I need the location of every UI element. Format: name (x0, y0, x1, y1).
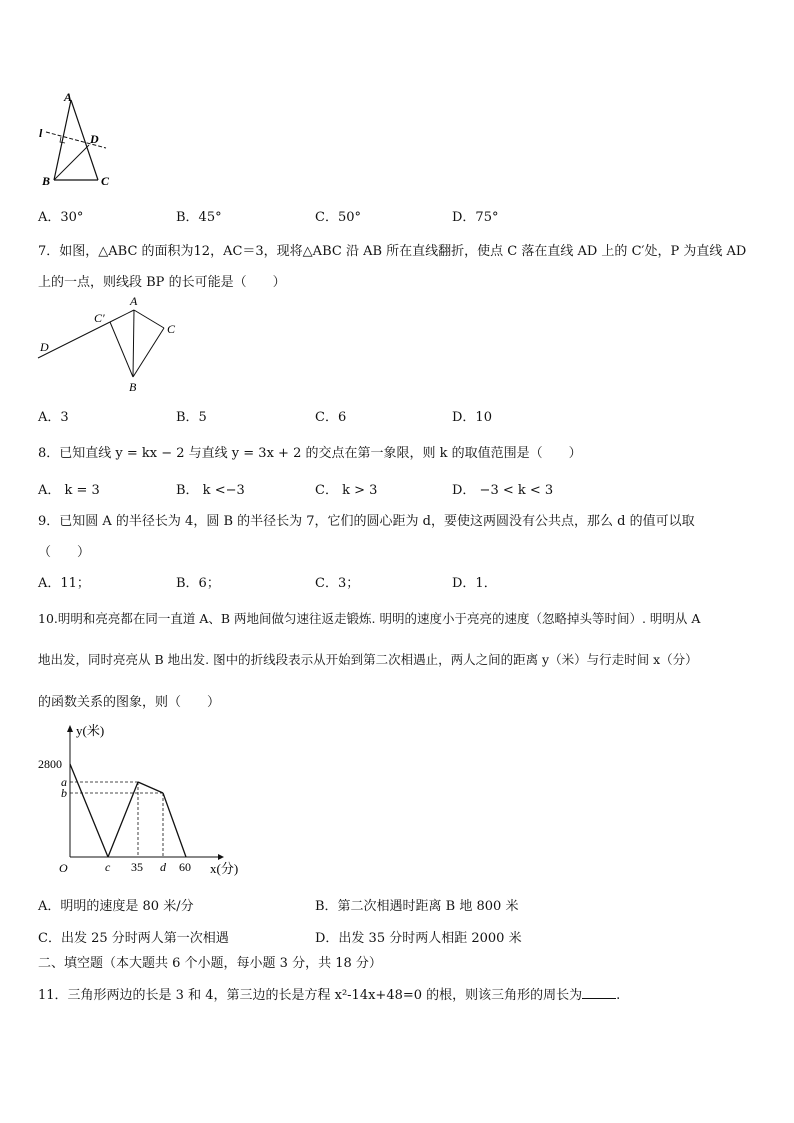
q11-text: 11．三角形两边的长是 3 和 4，第三边的长是方程 x²-14x+48=0 的根，则该三角形的周长为 (38, 988, 583, 1003)
q10-text-line3: 的函数关系的图象，则（ ） (38, 695, 221, 710)
q10-distance-time-graph (30, 720, 260, 880)
q7-option-b[interactable]: B．5 (176, 410, 207, 425)
label-A: A (130, 294, 138, 308)
y-tick-label: a (61, 775, 67, 789)
q9-option-d[interactable]: D．1． (452, 576, 497, 591)
q10-option-d[interactable]: D．出发 35 分时两人相距 2000 米 (315, 931, 522, 946)
x-tick-label: 60 (179, 860, 191, 874)
y-tick-label: b (61, 786, 67, 800)
x-axis-arrow (218, 854, 224, 860)
q9-text-line1: 9．已知圆 A 的半径长为 4，圆 B 的半径长为 7，它们的圆心距为 d，要使这两圆没有公共点，那么 d 的值可以取 (38, 514, 695, 529)
y-tick-label: 2800 (38, 757, 62, 771)
q9-option-a[interactable]: A．11； (38, 576, 90, 591)
q7-text-line2: 上的一点，则线段 BP 的长可能是（ ） (38, 275, 286, 290)
answer-blank[interactable] (582, 986, 616, 999)
x-tick-label: c (105, 860, 111, 874)
q9-text-line2: （ ） (38, 545, 91, 560)
x-tick-label: O (59, 861, 68, 875)
q9-option-c[interactable]: C．3； (315, 576, 360, 591)
q7-option-c[interactable]: C．6 (315, 410, 347, 425)
graph-segment (163, 793, 186, 857)
y-axis-label: y(米) (76, 723, 105, 738)
label-C: C (167, 322, 176, 336)
label-C-prime: C′ (94, 311, 105, 325)
q7-option-d[interactable]: D．10 (452, 410, 492, 425)
graph-segment (70, 764, 108, 857)
q9-option-b[interactable]: B．6； (176, 576, 220, 591)
q7-option-a[interactable]: A．3 (38, 410, 69, 425)
q11-line (38, 984, 620, 1003)
q7-text-line1: 7．如图，△ABC 的面积为12，AC＝3，现将△ABC 沿 AB 所在直线翻折，使点 C 落在直线 AD 上的 C′处，P 为直线 AD (38, 244, 747, 259)
q10-text-line2: 地出发，同时亮亮从 B 地出发. 图中的折线段表示从开始到第二次相遇止，两人之间的距离 y（米）与行走时间 x（分） (38, 652, 698, 667)
q10-option-c[interactable]: C．出发 25 分时两人第一次相遇 (38, 931, 229, 946)
q8-option-c[interactable]: C． k > 3 (315, 483, 378, 498)
y-axis-arrow (67, 725, 73, 732)
q6-option-a[interactable]: A．30° (38, 210, 84, 225)
x-tick-label: 35 (131, 860, 143, 874)
label-l: l (39, 126, 43, 140)
q7-fold-figure (34, 292, 194, 396)
label-D: D (90, 132, 99, 146)
q10-text-line1: 10.明明和亮亮都在同一直道 A、B 两地间做匀速往返走锻炼. 明明的速度小于亮亮的速度（忽略掉头等时间）. 明明从 A (38, 611, 701, 626)
label-B: B (42, 174, 51, 188)
x-axis-label: x(分) (210, 861, 239, 876)
q6-triangle-figure (36, 88, 116, 188)
section-heading: 二、填空题（本大题共 6 个小题，每小题 3 分，共 18 分） (38, 956, 382, 971)
label-C: C (101, 174, 110, 188)
q11-end: . (616, 988, 621, 1003)
q10-option-a[interactable]: A．明明的速度是 80 米/分 (38, 899, 194, 914)
q8-option-d[interactable]: D． −3 < k < 3 (452, 483, 554, 498)
q8-option-b[interactable]: B． k <−3 (176, 483, 245, 498)
q6-option-b[interactable]: B．45° (176, 210, 222, 225)
q6-option-c[interactable]: C．50° (315, 210, 361, 225)
label-D: D (40, 340, 49, 354)
x-tick-label: d (160, 860, 166, 874)
label-A: A (64, 90, 73, 104)
label-B: B (129, 380, 137, 394)
q8-option-a[interactable]: A． k = 3 (38, 483, 100, 498)
graph-segment (138, 782, 163, 793)
q8-text: 8．已知直线 y = kx − 2 与直线 y = 3x + 2 的交点在第一象限，则 k 的取值范围是（ ） (38, 446, 582, 461)
q10-option-b[interactable]: B．第二次相遇时距离 B 地 800 米 (315, 899, 519, 914)
q6-option-d[interactable]: D．75° (452, 210, 499, 225)
